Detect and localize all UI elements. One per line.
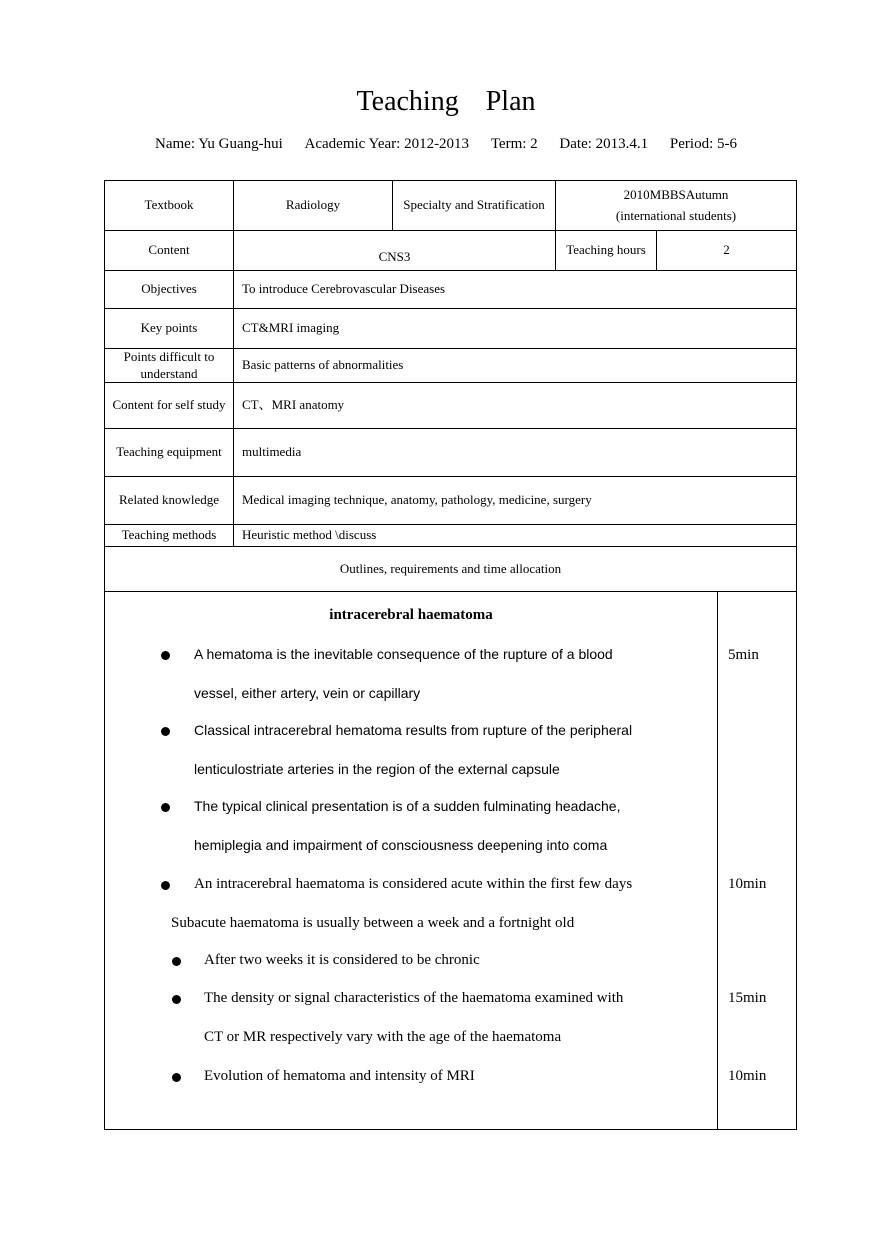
page-title: Teaching Plan xyxy=(356,86,536,117)
outline-header: Outlines, requirements and time allocation xyxy=(105,547,797,592)
selfstudy-label: Content for self study xyxy=(105,383,234,429)
difficult-value: Basic patterns of abnormalities xyxy=(234,349,797,383)
hours-value: 2 xyxy=(657,231,797,271)
outline-body xyxy=(105,592,718,1130)
hours-label: Teaching hours xyxy=(556,231,657,271)
specialty-value-line2: (international students) xyxy=(615,207,737,223)
textbook-label: Textbook xyxy=(105,181,234,231)
teaching-plan-table xyxy=(104,180,797,1130)
equipment-value: multimedia xyxy=(234,429,797,477)
time-2: 10min xyxy=(728,876,767,892)
bullet-5-line-1: After two weeks it is considered to be chronic xyxy=(204,952,480,968)
bullet-7-line-1: Evolution of hematoma and intensity of MRI xyxy=(204,1068,475,1084)
meta-name: Name: Yu Guang-hui xyxy=(155,136,283,152)
keypoints-label: Key points xyxy=(105,309,234,349)
time-3: 15min xyxy=(728,990,767,1006)
bullet-icon xyxy=(161,881,170,890)
bullet-icon xyxy=(172,995,181,1004)
specialty-value xyxy=(556,181,797,231)
content-value: CNS3 xyxy=(234,231,556,271)
textbook-value: Radiology xyxy=(234,181,393,231)
bullet-4-line-1: An intracerebral haematoma is considered acute within the first few days xyxy=(194,876,633,892)
bullet-3-line-1: The typical clinical presentation is of a sudden fulminating headache, xyxy=(194,798,621,814)
header-meta xyxy=(0,136,892,153)
bullet-2-line-2: lenticulostriate arteries in the region of the external capsule xyxy=(194,761,560,777)
related-value: Medical imaging technique, anatomy, pathology, medicine, surgery xyxy=(234,477,797,525)
bullet-2-line-1: Classical intracerebral hematoma results from rupture of the peripheral xyxy=(194,722,633,738)
subacute-line: Subacute haematoma is usually between a week and a fortnight old xyxy=(171,915,575,931)
bullet-3-line-2: hemiplegia and impairment of consciousness deepening into coma xyxy=(194,837,608,853)
selfstudy-value: CT、MRI anatomy xyxy=(234,383,797,429)
difficult-label: Points difficult to understand xyxy=(105,349,234,383)
time-4: 10min xyxy=(728,1068,767,1084)
keypoints-value: CT&MRI imaging xyxy=(234,309,797,349)
meta-date: Date: 2013.4.1 xyxy=(559,136,649,152)
objectives-value: To introduce Cerebrovascular Diseases xyxy=(234,271,797,309)
objectives-label: Objectives xyxy=(105,271,234,309)
methods-value: Heuristic method \discuss xyxy=(234,525,797,547)
bullet-6-line-2: CT or MR respectively vary with the age of the haematoma xyxy=(204,1029,562,1045)
bullet-icon xyxy=(172,957,181,966)
meta-term: Term: 2 xyxy=(490,136,538,152)
outline-title: intracerebral haematoma xyxy=(329,607,493,623)
meta-year: Academic Year: 2012-2013 xyxy=(304,136,470,152)
bullet-icon xyxy=(161,727,170,736)
specialty-value-line1: 2010MBBSAutumn xyxy=(623,187,729,203)
related-label: Related knowledge xyxy=(105,477,234,525)
specialty-label: Specialty and Stratification xyxy=(393,181,556,231)
bullet-1-line-1: A hematoma is the inevitable consequence of the rupture of a blood xyxy=(194,646,613,662)
bullet-icon xyxy=(161,803,170,812)
time-column xyxy=(718,592,797,1130)
bullet-icon xyxy=(172,1073,181,1082)
bullet-6-line-1: The density or signal characteristics of the haematoma examined with xyxy=(204,990,624,1006)
meta-period: Period: 5-6 xyxy=(669,136,737,152)
methods-label: Teaching methods xyxy=(105,525,234,547)
content-label: Content xyxy=(105,231,234,271)
time-1: 5min xyxy=(728,647,759,663)
bullet-1-line-2: vessel, either artery, vein or capillary xyxy=(194,685,421,701)
bullet-icon xyxy=(161,651,170,660)
equipment-label: Teaching equipment xyxy=(105,429,234,477)
